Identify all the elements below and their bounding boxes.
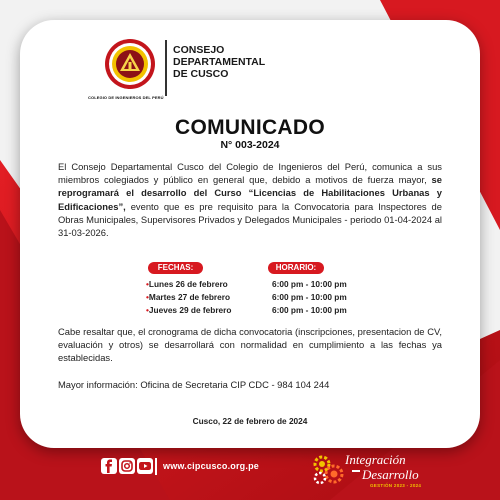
header-divider [165,40,167,96]
dates-label-badge: FECHAS: [148,262,203,274]
logo-caption: COLEGIO DE INGENIEROS DEL PERÚ [88,95,164,100]
cip-logo [104,38,156,90]
day-label: Jueves 29 de febrero [148,305,232,315]
schedule-time-3: 6:00 pm - 10:00 pm [272,305,347,315]
instagram-icon[interactable] [119,458,135,474]
brand-dash [352,470,360,472]
schedule-time-2: 6:00 pm - 10:00 pm [272,292,347,302]
notice-number: N° 003-2024 [220,139,280,151]
org-name-line-1: CONSEJO [173,44,225,56]
schedule-day-2 [146,292,230,302]
org-name-line-2: DEPARTAMENTAL [173,56,266,68]
bullet-icon: • [146,292,149,302]
contact-line: Mayor información: Oficina de Secretaria CIP CDC - 984 104 244 [58,379,330,390]
schedule-time-1: 6:00 pm - 10:00 pm [272,279,347,289]
bullet-icon: • [146,279,149,289]
gears-icon [308,448,350,490]
place-date: Cusco, 22 de febrero de 2024 [192,416,308,426]
hours-label-badge: HORARIO: [268,262,324,274]
youtube-icon[interactable] [137,458,153,474]
brand-title-line-2: Desarrollo [362,467,419,482]
organization-name [173,44,293,80]
day-label: Lunes 26 de febrero [148,279,228,289]
schedule-day-1 [146,279,228,289]
notice-title: COMUNICADO [175,116,325,139]
org-name-line-3: DE CUSCO [173,68,229,80]
footer-divider [155,458,157,475]
intro-text: El Consejo Departamental Cusco del Colegio de Ingenieros del Perú, comunica a sus miembros colegiados y público en general que, debido a motivos de fuerza mayor, [58,161,442,186]
intro-bold: se reprogramará el desarrollo del Curso “Licencias de Habilitaciones Urbanas y Edificaciones”, [58,174,442,212]
facebook-icon[interactable] [101,458,117,474]
bullet-icon: • [146,305,149,315]
schedule-day-3 [146,305,231,315]
intro-paragraph [58,160,442,239]
intro-rest: evento que es pre requisito para la Convocatoria para Inspectores de Obras Municipales, Supervisores Privados y Delegados Municipales - periodo 01-04-2024 al 31-03-2026. [58,200,442,239]
brand-subtitle: GESTIÓN 2023 - 2024 [370,483,422,488]
note-paragraph: Cabe resaltar que, el cronograma de dicha convocatoria (inscripciones, presentacion de CV, evaluación y otros) se desarrollará con normalidad en cumplimiento a las fechas ya establecidas. [58,326,442,364]
day-label: Martes 27 de febrero [148,292,231,302]
website-link[interactable]: www.cipcusco.org.pe [163,461,259,471]
brand-title-line-1: Integración [345,452,406,467]
